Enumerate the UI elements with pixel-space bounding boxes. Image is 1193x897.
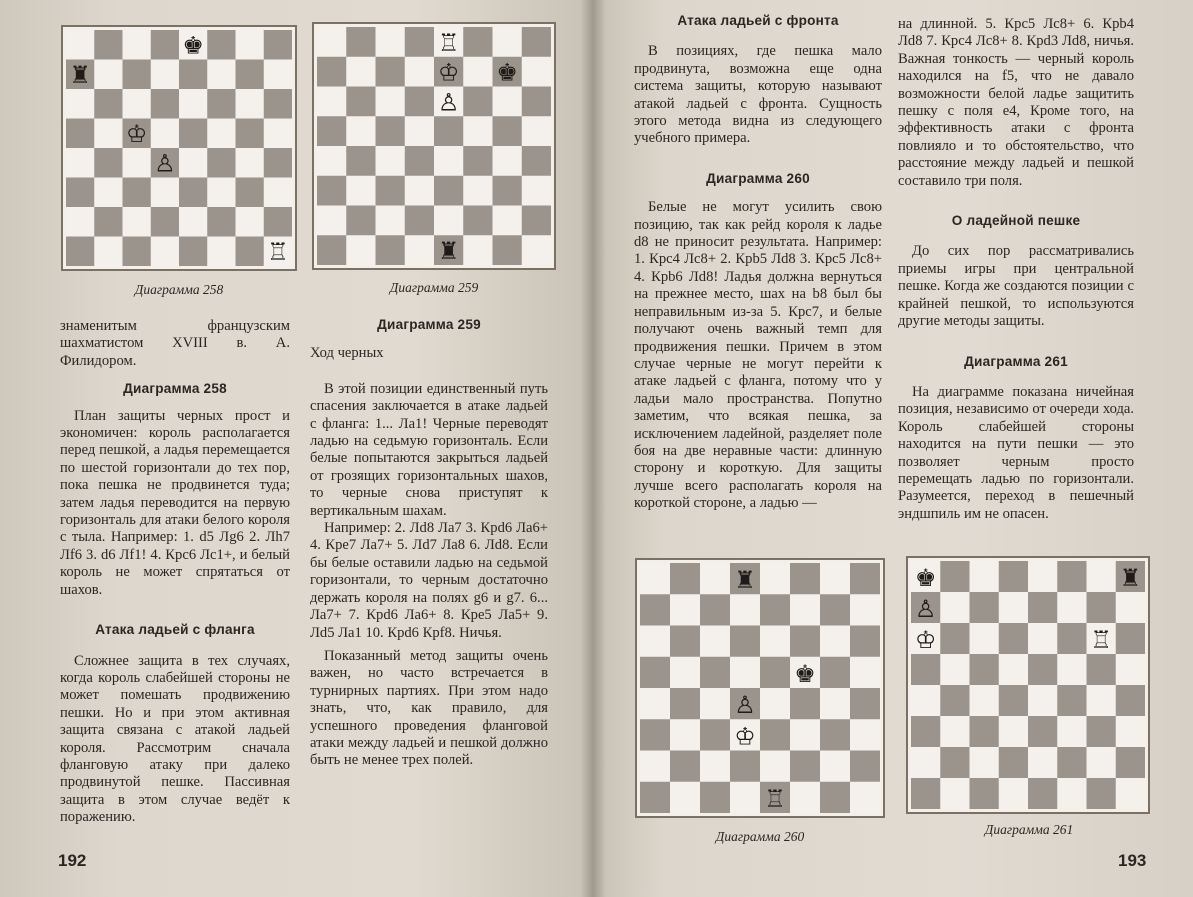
board-square — [999, 716, 1029, 747]
board-square — [820, 782, 850, 813]
board-square — [346, 206, 376, 236]
chessboard-grid — [66, 30, 292, 266]
board-square — [670, 751, 700, 783]
board-square — [911, 654, 941, 685]
heading-diagram-260: Диаграмма 260 — [706, 170, 810, 186]
board-square — [850, 782, 880, 813]
board-square — [94, 89, 123, 119]
board-square — [207, 60, 236, 90]
board-square — [1057, 685, 1087, 716]
paragraph: В позициях, где пешка мало продвинута, возможна еще одна система защиты, которую называют атакой ладьей с фронта. Сущность этого метода видна из следующего учебного примера. — [634, 43, 882, 147]
board-square — [1028, 685, 1058, 716]
board-square — [123, 237, 152, 267]
board-square — [179, 178, 208, 208]
board-square — [1057, 747, 1087, 778]
board-square — [434, 206, 464, 236]
right-column-2 — [898, 16, 1134, 523]
board-square — [940, 623, 970, 654]
board-square — [405, 206, 435, 236]
board-square — [1116, 747, 1145, 778]
board-square — [236, 237, 265, 267]
board-square — [670, 563, 700, 595]
board-square — [66, 89, 95, 119]
board-square — [236, 178, 265, 208]
board-square — [376, 176, 406, 206]
board-square — [94, 207, 123, 237]
board-square — [670, 626, 700, 658]
paragraph: Показанный метод защиты очень важен, но часто встречается в турнирных партиях. При этом надо знать, что, как правило, для успешного проведения фланговой атаки между ладьей и пешкой должно быть не менее трех полей. — [310, 647, 548, 769]
board-square — [730, 782, 760, 813]
paragraph: Например: 2. Лd8 Ла7 3. Крd6 Ла6+ 4. Кре7 Ла7+ 5. Лd7 Ла8 6. Лd8. Если бы белые оставили ладью на седьмой горизонтали, то черным достаточно держать короля на полях g6 и g7. 6... Ла7+ 7. Крd6 Ла6+ 8. Кре5 Ла5+ 9. Лd5 Ла1 10. Крd6 Крf8. Ничья. — [310, 520, 548, 641]
white-king-icon: ♔ — [914, 625, 937, 654]
board-square — [1057, 716, 1087, 747]
black-king-icon: ♚ — [794, 659, 816, 688]
board-square — [670, 594, 700, 626]
paragraph: На диаграмме показана ничейная позиция, независимо от очереди хода. Король слабейшей стороны находится на пути пешки — это позволяет черным просто перемещать ладью по горизонтали. Разумеется, переход в пешечный эндшпиль им не опасен. — [898, 383, 1134, 522]
white-rook-icon: ♖ — [267, 238, 289, 266]
board-square — [999, 561, 1029, 592]
board-square — [522, 146, 551, 176]
board-square — [522, 57, 551, 87]
board-square — [405, 27, 435, 57]
heading-flank-attack: Атака ладьей с фланга — [95, 622, 255, 638]
board-square — [640, 594, 670, 626]
board-square — [940, 778, 970, 809]
white-pawn-icon: ♙ — [914, 594, 937, 623]
board-square — [493, 235, 523, 265]
board-square — [730, 751, 760, 783]
board-square — [700, 751, 730, 783]
board-square — [66, 237, 95, 267]
board-square — [1028, 623, 1058, 654]
paragraph: Белые не могут усилить свою позицию, так как рейд короля к ладье d8 не приносит результата. Например: 1. Крс4 Лс8+ 2. Крb5 Лd8 3. Крс5 Лс8+ 4. Крb6 Лd8! Ладья должна вернуться на прежнее место, шах на b8 был бы неправильным из-за 5. Крс7, и белые получают очень важный темп для продвижения пешки. Причем в этом случае черные не могут перейти к атаке ладьей с фланга, потому что у ладьи мало пространства. Попутно заметим, что всякая пешка, за исключением ладейной, разделяет поле боя на две неравные части: длинную сторону и короткую. Для защиты лучше всего располагать короля на короткой стороне, а ладью — — [634, 199, 882, 512]
board-square — [1116, 685, 1145, 716]
board-square — [236, 119, 265, 149]
board-square — [346, 176, 376, 206]
board-square — [123, 89, 152, 119]
board-square — [760, 751, 790, 783]
board-square — [264, 148, 292, 178]
board-square — [264, 178, 292, 208]
black-king-icon: ♚ — [914, 563, 937, 592]
board-square — [66, 178, 95, 208]
board-square — [405, 57, 435, 87]
board-square — [94, 178, 123, 208]
board-square — [1087, 561, 1117, 592]
board-square — [179, 119, 208, 149]
board-square — [730, 594, 760, 626]
paragraph: Сложнее защита в тех случаях, когда король слабейшей стороны не может помешать продвижению пешки. Но и при этом активная защита связана с атакой ладьей короля. Рассмотрим сначала фланговую атаку при далеко продвинутой пешке. Пассивная защита в этом случае ведёт к поражению. — [60, 652, 290, 826]
board-square — [850, 594, 880, 626]
board-square — [434, 116, 464, 146]
board-square — [94, 30, 123, 60]
board-square — [151, 30, 180, 60]
board-square — [463, 146, 493, 176]
board-square — [376, 235, 406, 265]
board-square — [820, 626, 850, 658]
chess-diagram-260 — [635, 558, 885, 818]
heading-frontal-attack: Атака ладьей с фронта — [677, 13, 839, 28]
board-square — [911, 747, 941, 778]
white-rook-icon: ♖ — [1090, 625, 1112, 654]
board-square — [790, 626, 820, 658]
board-square — [970, 747, 1000, 778]
chess-diagram-258 — [61, 25, 297, 271]
board-square — [493, 87, 523, 117]
board-square — [999, 654, 1029, 685]
caption-259: Диаграмма 259 — [389, 280, 479, 295]
board-square — [94, 119, 123, 149]
board-square — [850, 563, 880, 595]
board-square — [1057, 654, 1087, 685]
board-square — [317, 235, 347, 265]
board-square — [970, 685, 1000, 716]
board-square — [1057, 592, 1087, 623]
board-square — [1116, 592, 1145, 623]
board-square — [94, 60, 123, 90]
board-square — [179, 89, 208, 119]
board-square — [1087, 747, 1117, 778]
board-square — [346, 27, 376, 57]
board-square — [670, 782, 700, 813]
board-square — [1057, 778, 1087, 809]
paragraph: До сих пор рассматривались приемы игры при центральной пешке. Когда же создаются позиции с крайней пешкой, то используются другие методы защиты. — [898, 243, 1134, 330]
chessboard-grid — [911, 561, 1145, 809]
board-square — [940, 592, 970, 623]
board-square — [123, 178, 152, 208]
board-square — [850, 751, 880, 783]
board-square — [346, 116, 376, 146]
black-rook-icon: ♜ — [437, 237, 460, 265]
board-square — [66, 30, 95, 60]
board-square — [640, 719, 670, 751]
white-king-icon: ♔ — [437, 58, 460, 87]
board-square — [463, 116, 493, 146]
board-square — [317, 206, 347, 236]
caption-260: Диаграмма 260 — [715, 829, 805, 844]
board-square — [640, 751, 670, 783]
board-square — [999, 623, 1029, 654]
board-square — [700, 782, 730, 813]
board-square — [940, 654, 970, 685]
board-square — [151, 89, 180, 119]
board-square — [493, 116, 523, 146]
board-square — [264, 60, 292, 90]
board-square — [700, 626, 730, 658]
board-square — [207, 237, 236, 267]
board-square — [790, 719, 820, 751]
board-square — [820, 751, 850, 783]
board-square — [493, 176, 523, 206]
board-square — [207, 30, 236, 60]
black-rook-icon: ♜ — [1119, 563, 1142, 592]
board-square — [179, 237, 208, 267]
board-square — [123, 30, 152, 60]
white-rook-icon: ♖ — [437, 28, 460, 57]
board-square — [376, 87, 406, 117]
chessboard-grid — [317, 27, 551, 265]
board-square — [1028, 561, 1058, 592]
board-square — [820, 563, 850, 595]
board-square — [522, 206, 551, 236]
board-square — [970, 654, 1000, 685]
board-square — [1028, 778, 1058, 809]
board-square — [376, 206, 406, 236]
board-square — [911, 716, 941, 747]
board-square — [151, 178, 180, 208]
board-square — [376, 27, 406, 57]
board-square — [493, 146, 523, 176]
board-square — [700, 563, 730, 595]
chess-diagram-261 — [906, 556, 1150, 814]
board-square — [670, 688, 700, 720]
left-column-2 — [310, 316, 548, 770]
caption-261: Диаграмма 261 — [984, 822, 1074, 837]
board-square — [317, 27, 347, 57]
board-square — [670, 719, 700, 751]
board-square — [151, 60, 180, 90]
board-square — [1087, 654, 1117, 685]
board-square — [730, 657, 760, 689]
left-page — [0, 0, 592, 897]
board-square — [760, 563, 790, 595]
board-square — [1116, 778, 1145, 809]
board-square — [463, 27, 493, 57]
board-square — [317, 57, 347, 87]
board-square — [640, 657, 670, 689]
chess-diagram-259 — [312, 22, 556, 270]
white-king-icon: ♔ — [125, 120, 148, 149]
board-square — [1087, 778, 1117, 809]
board-square — [820, 688, 850, 720]
heading-diagram-259: Диаграмма 259 — [377, 317, 481, 332]
board-square — [94, 237, 123, 267]
chessboard-grid — [640, 563, 880, 813]
board-square — [970, 561, 1000, 592]
board-square — [700, 719, 730, 751]
paragraph: знаменитым французским шахматистом XVIII в. А. Филидором. — [60, 318, 290, 369]
paragraph: В этой позиции единственный путь спасения заключается в атаке ладьей с фланга: 1... Ла1! Черные переводят ладью на седьмую горизонталь. Если белые попытаются закрыться ладьей от грозящих горизонтальных шахов, то черные снова приступят к вертикальным шахам. — [310, 380, 548, 519]
board-square — [236, 148, 265, 178]
board-square — [236, 89, 265, 119]
board-square — [94, 148, 123, 178]
white-pawn-icon: ♙ — [734, 691, 756, 719]
board-square — [911, 778, 941, 809]
page-number-right: 193 — [1118, 851, 1147, 870]
board-square — [405, 116, 435, 146]
board-square — [151, 207, 180, 237]
board-square — [463, 57, 493, 87]
subheading-black-to-move: Ход черных — [310, 345, 384, 362]
white-rook-icon: ♖ — [764, 784, 786, 813]
board-square — [207, 119, 236, 149]
board-square — [236, 30, 265, 60]
board-square — [522, 176, 551, 206]
board-square — [760, 657, 790, 689]
board-square — [970, 778, 1000, 809]
board-square — [463, 235, 493, 265]
board-square — [940, 716, 970, 747]
board-square — [179, 207, 208, 237]
board-square — [522, 116, 551, 146]
board-square — [1028, 716, 1058, 747]
board-square — [1116, 654, 1145, 685]
board-square — [1028, 747, 1058, 778]
white-pawn-icon: ♙ — [154, 149, 176, 178]
board-square — [123, 60, 152, 90]
board-square — [346, 87, 376, 117]
board-square — [850, 657, 880, 689]
board-square — [207, 207, 236, 237]
board-square — [999, 778, 1029, 809]
board-square — [640, 563, 670, 595]
board-square — [463, 206, 493, 236]
black-king-icon: ♚ — [182, 31, 204, 60]
board-square — [123, 148, 152, 178]
board-square — [434, 146, 464, 176]
board-square — [970, 716, 1000, 747]
board-square — [236, 60, 265, 90]
left-column-1 — [60, 318, 290, 827]
board-square — [434, 176, 464, 206]
heading-diagram-258: Диаграмма 258 — [123, 381, 227, 397]
board-square — [670, 657, 700, 689]
board-square — [179, 60, 208, 90]
white-pawn-icon: ♙ — [437, 88, 460, 117]
board-square — [1028, 654, 1058, 685]
book-gutter — [580, 0, 606, 897]
board-square — [790, 688, 820, 720]
black-king-icon: ♚ — [496, 58, 518, 87]
board-square — [1116, 623, 1145, 654]
board-square — [151, 237, 180, 267]
board-square — [760, 688, 790, 720]
board-square — [346, 235, 376, 265]
board-square — [522, 27, 551, 57]
board-square — [346, 146, 376, 176]
board-square — [940, 685, 970, 716]
board-square — [405, 146, 435, 176]
board-square — [317, 116, 347, 146]
page-number-left: 192 — [58, 851, 87, 870]
board-square — [940, 561, 970, 592]
board-square — [790, 751, 820, 783]
board-square — [264, 30, 292, 60]
board-square — [123, 207, 152, 237]
board-square — [346, 57, 376, 87]
board-square — [264, 207, 292, 237]
paragraph: План защиты черных прост и экономичен: король располагается перед пешкой, а ладья перемещается по шестой горизонтали до тех пор, пока пешка не продвинется туда; затем ладья переводится на первую горизонталь для атаки белого короля с тыла. Например: 1. d5 Лg6 2. Лh7 Лf6 3. d6 Лf1! 4. Крс6 Лс1+, и белый король не может спрятаться от шахов. — [60, 407, 290, 598]
board-square — [207, 148, 236, 178]
board-square — [940, 747, 970, 778]
board-square — [405, 87, 435, 117]
board-square — [820, 594, 850, 626]
board-square — [790, 782, 820, 813]
board-square — [640, 688, 670, 720]
board-square — [640, 782, 670, 813]
right-page — [592, 0, 1193, 897]
board-square — [1057, 561, 1087, 592]
board-square — [1116, 716, 1145, 747]
board-square — [1087, 685, 1117, 716]
board-square — [463, 176, 493, 206]
board-square — [820, 657, 850, 689]
board-square — [317, 176, 347, 206]
board-square — [522, 87, 551, 117]
heading-diagram-261: Диаграмма 261 — [964, 353, 1068, 369]
caption-258: Диаграмма 258 — [134, 282, 224, 297]
board-square — [730, 626, 760, 658]
white-king-icon: ♔ — [734, 722, 756, 751]
board-square — [264, 89, 292, 119]
board-square — [317, 87, 347, 117]
board-square — [376, 116, 406, 146]
board-square — [493, 206, 523, 236]
paragraph: на длинной. 5. Крс5 Лс8+ 6. Крb4 Лd8 7. Крс4 Лс8+ 8. Крd3 Лd8, ничья. Важная тонкость — черный король находился на f5, что не давало возможности белой ладье защитить пешку с поля е4, Кроме того, на эффективность атаки с фронта повлияло и то обстоятельство, что расстояние между ладьей и пешкой составило три поля. — [898, 16, 1134, 189]
board-square — [970, 592, 1000, 623]
board-square — [463, 87, 493, 117]
board-square — [66, 119, 95, 149]
board-square — [999, 592, 1029, 623]
board-square — [970, 623, 1000, 654]
board-square — [850, 688, 880, 720]
board-square — [700, 657, 730, 689]
board-square — [376, 57, 406, 87]
board-square — [317, 146, 347, 176]
board-square — [911, 685, 941, 716]
black-rook-icon: ♜ — [69, 61, 91, 90]
board-square — [66, 207, 95, 237]
board-square — [1028, 592, 1058, 623]
board-square — [999, 685, 1029, 716]
board-square — [376, 146, 406, 176]
board-square — [264, 119, 292, 149]
board-square — [1087, 716, 1117, 747]
board-square — [207, 178, 236, 208]
board-square — [1087, 592, 1117, 623]
board-square — [850, 626, 880, 658]
board-square — [820, 719, 850, 751]
board-square — [151, 119, 180, 149]
board-square — [999, 747, 1029, 778]
board-square — [236, 207, 265, 237]
board-square — [405, 176, 435, 206]
board-square — [66, 148, 95, 178]
board-square — [760, 594, 790, 626]
board-square — [790, 594, 820, 626]
board-square — [700, 688, 730, 720]
board-square — [1057, 623, 1087, 654]
black-rook-icon: ♜ — [734, 566, 756, 594]
board-square — [760, 626, 790, 658]
board-square — [522, 235, 551, 265]
board-square — [207, 89, 236, 119]
board-square — [179, 148, 208, 178]
board-square — [700, 594, 730, 626]
board-square — [850, 719, 880, 751]
board-square — [640, 626, 670, 658]
board-square — [790, 563, 820, 595]
right-column-1 — [634, 12, 882, 513]
board-square — [493, 27, 523, 57]
heading-rook-pawn: О ладейной пешке — [951, 213, 1081, 229]
board-square — [405, 235, 435, 265]
board-square — [760, 719, 790, 751]
